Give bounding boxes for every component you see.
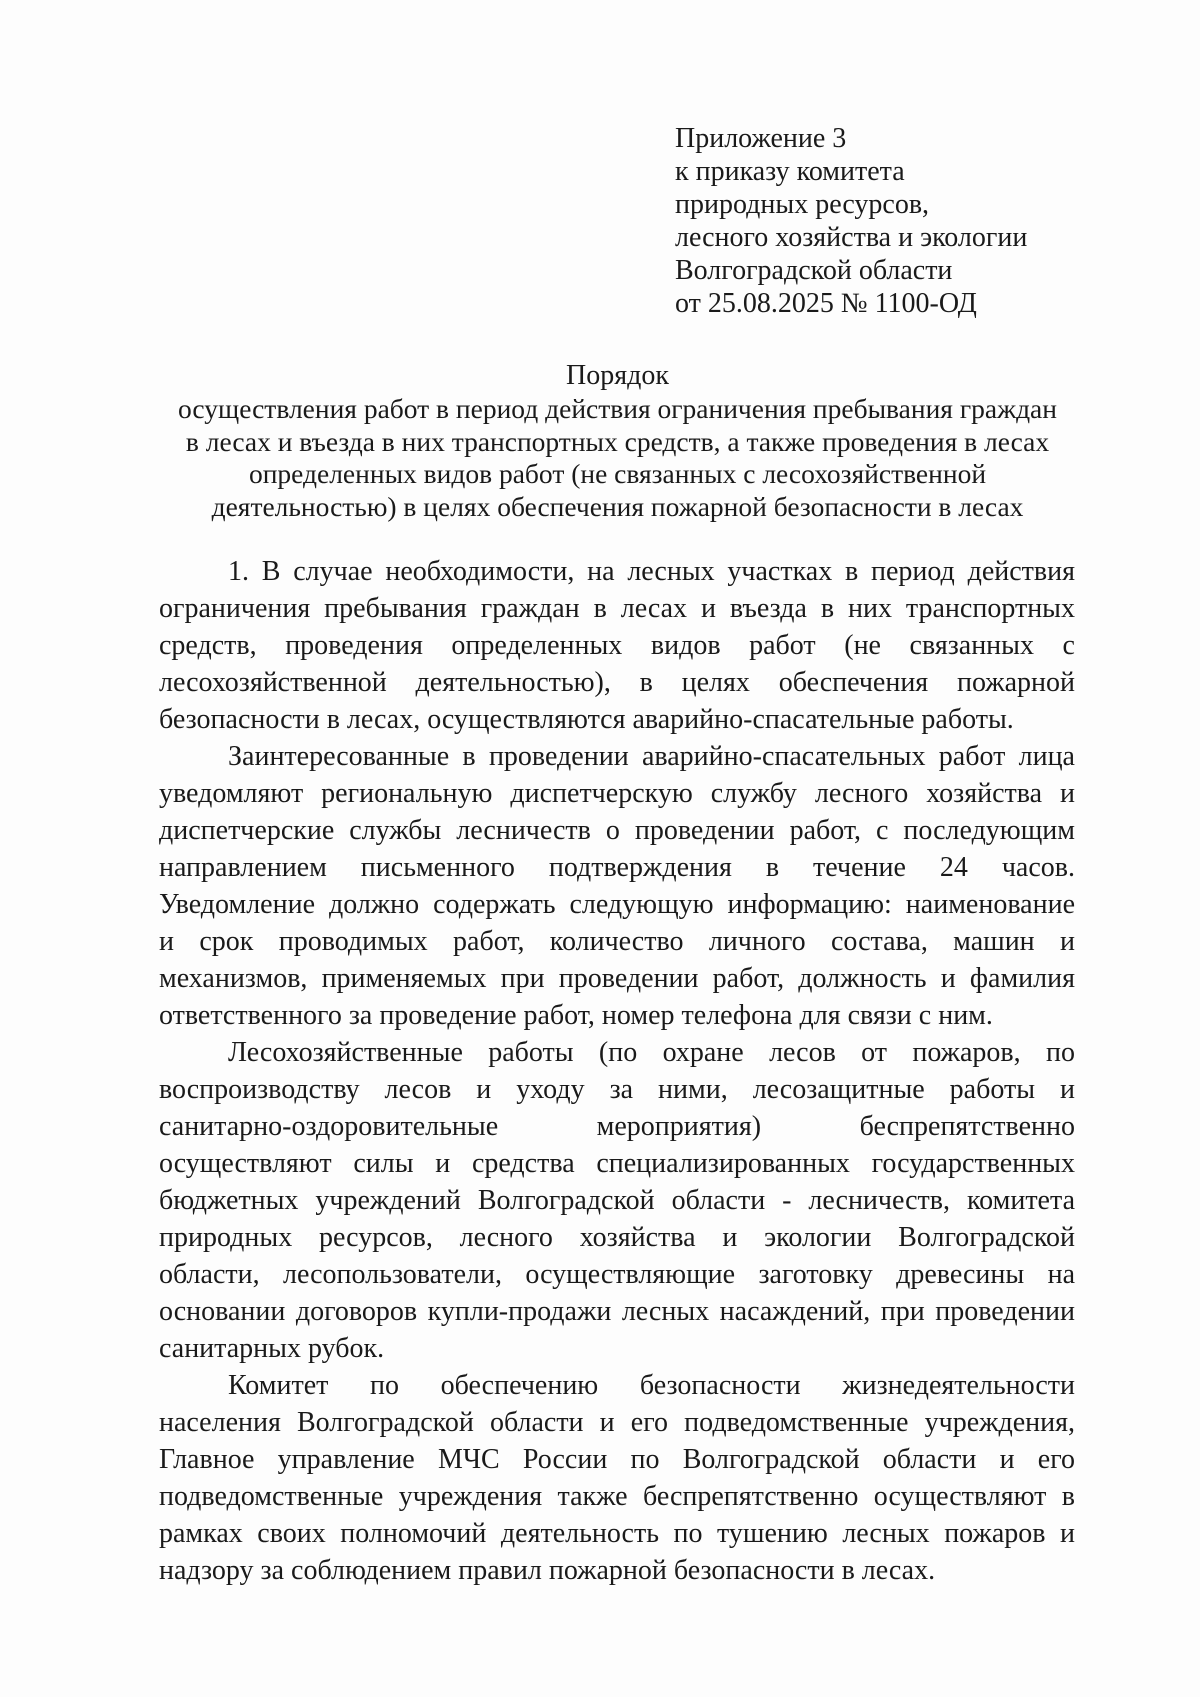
- subtitle-line: осуществления работ в период действия ограничения пребывания граждан: [178, 393, 1057, 424]
- paragraph-1: [159, 553, 1075, 738]
- appendix-line: от 25.08.2025 № 1100-ОД: [675, 288, 977, 319]
- text-line: направлением письменного подтверждения в течение 24 часов.: [159, 852, 1075, 883]
- appendix-line: природных ресурсов,: [675, 189, 930, 220]
- appendix-line: Волгоградской области: [675, 255, 953, 286]
- text-line: природных ресурсов, лесного хозяйства и экологии Волгоградской: [159, 1222, 1075, 1253]
- paragraph-4: [159, 1367, 1075, 1589]
- text-line: ограничения пребывания граждан в лесах и въезда в них транспортных: [159, 593, 1075, 624]
- text-line: Заинтересованные в проведении аварийно-спасательных работ лица: [228, 741, 1075, 772]
- appendix-line: лесного хозяйства и экологии: [675, 222, 1028, 253]
- document-title: Порядок: [566, 360, 669, 391]
- subtitle-line: деятельностью) в целях обеспечения пожарной безопасности в лесах: [211, 490, 1024, 522]
- text-line: 1. В случае необходимости, на лесных участках в период действия: [228, 556, 1075, 587]
- text-line: бюджетных учреждений Волгоградской области - лесничеств, комитета: [159, 1185, 1075, 1216]
- subtitle-line: определенных видов работ (не связанных с лесохозяйственной: [248, 458, 987, 489]
- text-line: Лесохозяйственные работы (по охране лесов от пожаров, по: [228, 1037, 1075, 1068]
- appendix-line: Приложение 3: [675, 123, 847, 154]
- text-line: населения Волгоградской области и его подведомственные учреждения,: [159, 1407, 1075, 1438]
- text-line: ответственного за проведение работ, номер телефона для связи с ним.: [159, 1000, 993, 1031]
- text-line: механизмов, применяемых при проведении работ, должность и фамилия: [159, 963, 1075, 994]
- text-line: санитарных рубок.: [159, 1333, 385, 1364]
- appendix-line: к приказу комитета: [675, 156, 905, 187]
- text-line: Комитет по обеспечению безопасности жизнедеятельности: [228, 1370, 1075, 1401]
- paragraph-2: [159, 738, 1075, 1034]
- appendix-header: [675, 122, 1135, 320]
- text-line: санитарно-оздоровительные мероприятия) беспрепятственно: [159, 1111, 1075, 1142]
- text-line: подведомственные учреждения также беспрепятственно осуществляют в: [159, 1481, 1075, 1512]
- text-line: рамках своих полномочий деятельность по тушению лесных пожаров и: [159, 1518, 1075, 1549]
- text-line: лесохозяйственной деятельностью), в целях обеспечения пожарной: [159, 667, 1075, 698]
- text-line: области, лесопользователи, осуществляющие заготовку древесины на: [159, 1259, 1075, 1290]
- text-line: осуществляют силы и средства специализированных государственных: [159, 1148, 1075, 1179]
- text-line: основании договоров купли-продажи лесных насаждений, при проведении: [159, 1296, 1075, 1327]
- text-line: безопасности в лесах, осуществляются аварийно-спасательные работы.: [159, 704, 1014, 735]
- text-line: воспроизводству лесов и уходу за ними, лесозащитные работы и: [159, 1074, 1075, 1105]
- subtitle-line: в лесах и въезда в них транспортных средств, а также проведения в лесах: [185, 425, 1050, 457]
- text-line: средств, проведения определенных видов работ (не связанных с: [159, 630, 1075, 661]
- text-line: надзору за соблюдением правил пожарной безопасности в лесах.: [159, 1555, 936, 1586]
- document-body: [159, 553, 1075, 1589]
- text-line: диспетчерские службы лесничеств о проведении работ, с последующим: [159, 815, 1075, 846]
- text-line: Главное управление МЧС России по Волгоградской области и его: [159, 1444, 1075, 1475]
- paragraph-3: [159, 1034, 1075, 1367]
- text-line: Уведомление должно содержать следующую информацию: наименование: [159, 889, 1075, 920]
- document-subtitle: [150, 393, 1085, 523]
- text-line: и срок проводимых работ, количество личного состава, машин и: [159, 926, 1075, 957]
- text-line: уведомляют региональную диспетчерскую службу лесного хозяйства и: [159, 778, 1075, 809]
